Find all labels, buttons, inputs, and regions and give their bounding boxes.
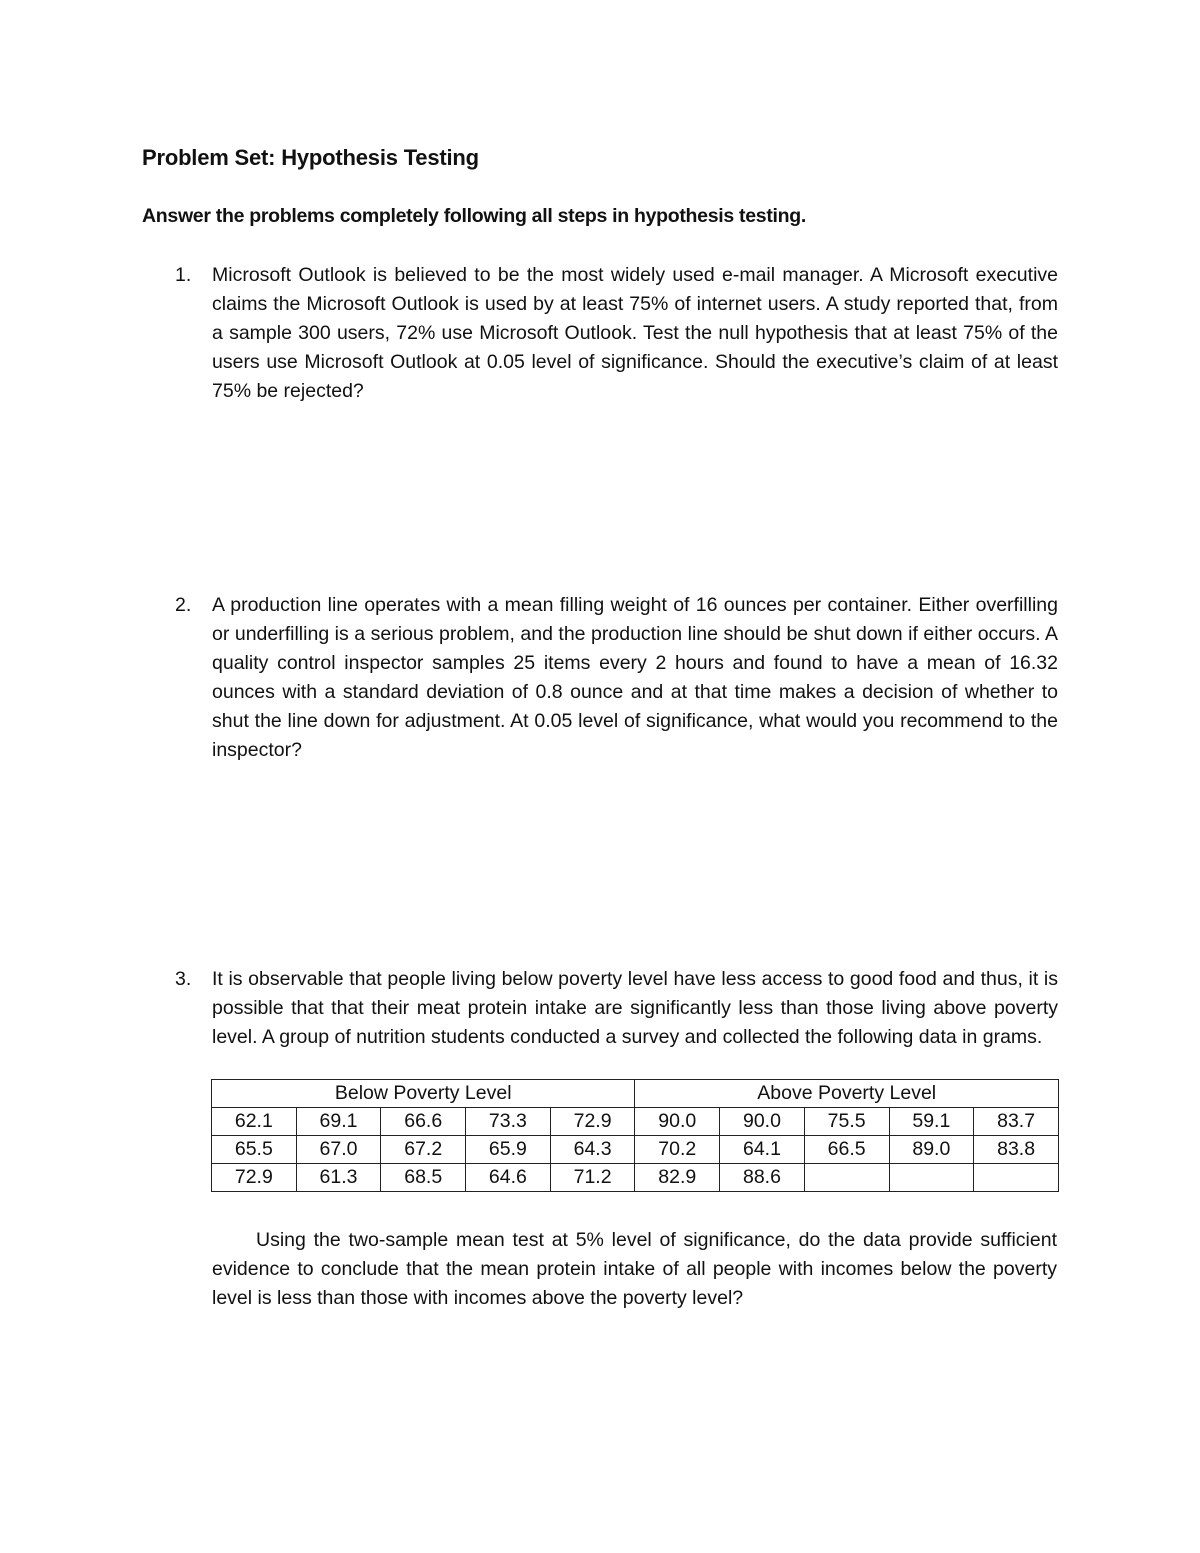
table-row	[212, 1136, 1059, 1164]
table-row	[212, 1164, 1059, 1192]
table-cell: 70.2	[635, 1136, 720, 1164]
table-cell: 64.6	[466, 1164, 551, 1192]
table-cell: 68.5	[381, 1164, 466, 1192]
problem-text: A production line operates with a mean filling weight of 16 ounces per container. Either overfilling or underfilling is a serious problem, and the production line should be shut down if either occurs. A quality control inspector samples 25 items every 2 hours and found to have a mean of 16.32 ounces with a standard deviation of 0.8 ounce and at that time makes a decision of whether to shut the line down for adjustment. At 0.05 level of significance, what would you recommend to the inspector?	[212, 594, 1058, 761]
table-cell: 67.2	[381, 1136, 466, 1164]
problem-text: It is observable that people living below poverty level have less access to good food and thus, it is possible that that their meat protein intake are significantly less than those living above poverty level. A group of nutrition students conducted a survey and collected the following data in grams.	[212, 968, 1058, 1048]
table-cell: 59.1	[889, 1108, 974, 1136]
table-cell: 75.5	[804, 1108, 889, 1136]
table-cell: 72.9	[550, 1108, 635, 1136]
table-cell: 88.6	[720, 1164, 805, 1192]
table-cell: 67.0	[296, 1136, 381, 1164]
header-above-poverty: Above Poverty Level	[635, 1080, 1059, 1108]
header-below-poverty: Below Poverty Level	[212, 1080, 635, 1108]
table-cell: 69.1	[296, 1108, 381, 1136]
problem-number: 1.	[175, 264, 192, 286]
problem-3	[175, 965, 1058, 1052]
table-header-row	[212, 1080, 1059, 1108]
page-title: Problem Set: Hypothesis Testing	[142, 145, 479, 170]
table-cell: 71.2	[550, 1164, 635, 1192]
table-cell: 65.5	[212, 1136, 297, 1164]
table-cell: 62.1	[212, 1108, 297, 1136]
table-cell: 66.6	[381, 1108, 466, 1136]
table-cell: 90.0	[720, 1108, 805, 1136]
problem-text: Microsoft Outlook is believed to be the most widely used e-mail manager. A Microsoft executive claims the Microsoft Outlook is used by at least 75% of internet users. A study reported that, from a sample 300 users, 72% use Microsoft Outlook. Test the null hypothesis that at least 75% of the users use Microsoft Outlook at 0.05 level of significance. Should the executive’s claim of at least 75% be rejected?	[212, 264, 1058, 402]
table-cell: 65.9	[466, 1136, 551, 1164]
closing-question: Using the two-sample mean test at 5% level of significance, do the data provide sufficient evidence to conclude that the mean protein intake of all people with incomes below the poverty level is less than those with incomes above the poverty level?	[212, 1229, 1057, 1309]
table-cell	[974, 1164, 1059, 1192]
table-cell: 64.3	[550, 1136, 635, 1164]
table-row	[212, 1108, 1059, 1136]
problem-2	[175, 591, 1058, 765]
table-cell: 61.3	[296, 1164, 381, 1192]
table-cell: 66.5	[804, 1136, 889, 1164]
table-cell	[804, 1164, 889, 1192]
table-cell: 64.1	[720, 1136, 805, 1164]
problem-1	[175, 261, 1058, 406]
table-cell: 72.9	[212, 1164, 297, 1192]
table-cell: 89.0	[889, 1136, 974, 1164]
instruction-text: Answer the problems completely following all steps in hypothesis testing.	[142, 205, 806, 227]
table-cell: 90.0	[635, 1108, 720, 1136]
table-cell: 83.7	[974, 1108, 1059, 1136]
problem-number: 3.	[175, 968, 192, 990]
table-cell	[889, 1164, 974, 1192]
table-cell: 83.8	[974, 1136, 1059, 1164]
protein-intake-table	[211, 1079, 1059, 1192]
table-cell: 73.3	[466, 1108, 551, 1136]
table-cell: 82.9	[635, 1164, 720, 1192]
problem-number: 2.	[175, 594, 192, 616]
